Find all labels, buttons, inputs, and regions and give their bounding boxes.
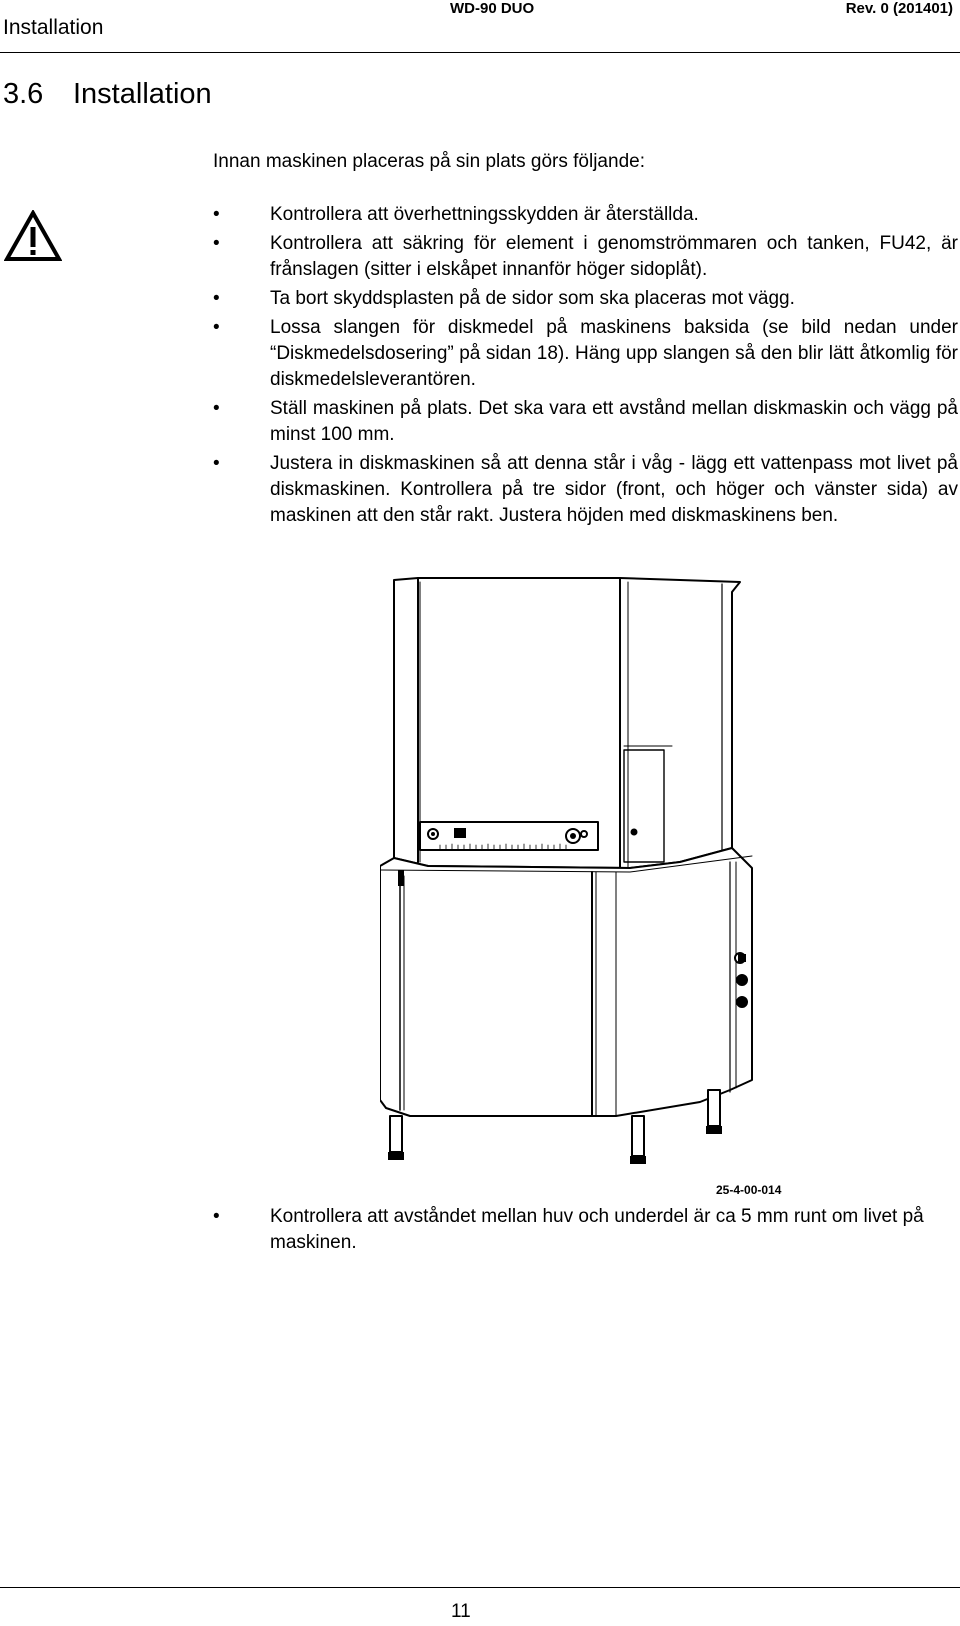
bullet-marker: •: [213, 204, 220, 225]
list-item-text: Kontrollera att avståndet mellan huv och underdel är ca 5 mm runt om livet på maskinen.: [270, 1206, 924, 1253]
list-item: [213, 451, 958, 529]
list-item-text: Justera in diskmaskinen så att denna står i våg - lägg ett vattenpass mot livet på diskmaskinen. Kontrollera på tre sidor (front, och höger och vänster sida) av maskinen att den står rakt. Justera höjden med diskmaskinens ben.: [270, 453, 958, 526]
header-divider: [0, 52, 960, 53]
bullet-marker: •: [213, 453, 220, 474]
list-item: [213, 286, 958, 312]
header-section-name: Installation: [3, 16, 104, 39]
bullet-marker: •: [213, 1206, 220, 1227]
instruction-list: [213, 202, 958, 532]
list-item: [213, 231, 958, 283]
list-item: [213, 1204, 958, 1256]
list-item: [213, 396, 958, 448]
section-heading: [3, 78, 212, 111]
dishwasher-illustration: [380, 570, 780, 1195]
bullet-marker: •: [213, 288, 220, 309]
header-model: WD-90 DUO: [450, 0, 535, 17]
list-item-text: Lossa slangen för diskmedel på maskinens baksida (se bild nedan under “Diskmedelsdosering” på sidan 18). Häng upp slangen så den blir lätt åtkomlig för diskmedelsleverantören.: [270, 317, 958, 390]
page-number: 11: [451, 1601, 471, 1622]
footer-divider: [0, 1587, 960, 1588]
section-title: Installation: [73, 78, 212, 110]
list-item-text: Ställ maskinen på plats. Det ska vara ett avstånd mellan diskmaskin och vägg på minst 100 mm.: [270, 398, 958, 445]
figure-code: 25-4-00-014: [716, 1183, 782, 1197]
bullet-marker: •: [213, 233, 220, 254]
list-item-text: Kontrollera att säkring för element i genomströmmaren och tanken, FU42, är frånslagen (sitter i elskåpet innanför höger sidoplåt).: [270, 233, 958, 280]
header-revision: Rev. 0 (201401): [845, 0, 953, 17]
warning-triangle-icon: [4, 210, 62, 262]
bullet-marker: •: [213, 398, 220, 419]
list-item-text: Ta bort skyddsplasten på de sidor som ska placeras mot vägg.: [270, 288, 795, 309]
bullet-marker: •: [213, 317, 220, 338]
list-item-text: Kontrollera att överhettningsskydden är återställda.: [270, 204, 699, 225]
instruction-list-after-figure: [213, 1204, 958, 1256]
intro-text: Innan maskinen placeras på sin plats görs följande:: [213, 151, 645, 172]
list-item: [213, 202, 958, 228]
list-item: [213, 315, 958, 393]
section-number: 3.6: [3, 78, 44, 110]
